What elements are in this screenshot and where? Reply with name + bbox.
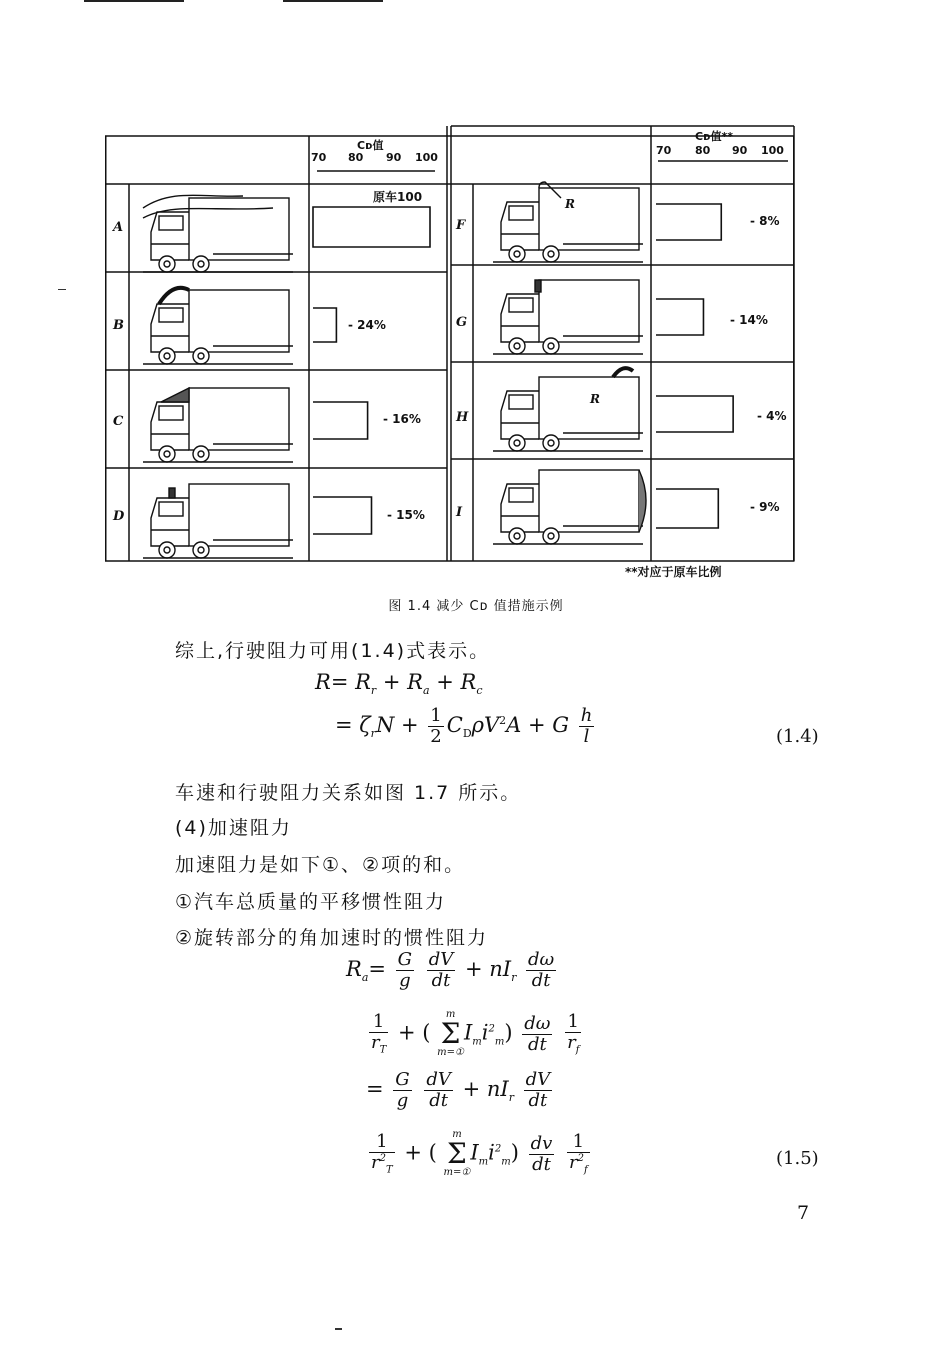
figure-table <box>105 122 795 579</box>
truck-a <box>143 195 293 272</box>
scale-tick-90-left: 90 <box>386 151 402 164</box>
scale-tick-80-right: 80 <box>695 144 711 157</box>
truck-i <box>493 470 646 544</box>
paragraph-2: 车速和行驶阻力关系如图 1.7 所示。 <box>175 782 522 804</box>
truck-g <box>493 280 643 354</box>
radius-label-h: R <box>590 392 600 406</box>
top-rule-right <box>283 0 383 2</box>
cd-bar-left-c <box>313 402 368 439</box>
equation-1-4-line2: = $\zeta_rN$ + $\frac{1}{2}$ $C_D\rho V^2A + G$ $\frac{h}{l}$ <box>335 705 593 747</box>
header-cd-right: Cᴅ值** <box>695 130 734 143</box>
cd-bar-left-d <box>313 497 372 534</box>
cd-bar-right-h <box>656 396 733 432</box>
row-label-b: B <box>113 318 124 333</box>
change-h: - 4% <box>757 409 787 423</box>
paragraph-1: 综上,行驶阻力可用(1.4)式表示。 <box>175 640 491 662</box>
margin-dash <box>58 289 66 290</box>
header-cd-left: Cᴅ值 <box>357 139 384 152</box>
paragraph-4: 加速阻力是如下①、②项的和。 <box>175 854 466 876</box>
radius-label-f: R <box>565 197 575 211</box>
equation-1-4-line1: $R= R_r + R_a + R_c$ <box>315 670 483 698</box>
row-label-h: H <box>456 410 469 425</box>
scale-tick-70-left: 70 <box>311 151 327 164</box>
figure-drawing <box>105 122 795 567</box>
figure-footnote: **对应于原车比例 <box>625 565 722 579</box>
scale-tick-100-right: 100 <box>761 144 784 157</box>
row-label-a: A <box>113 220 124 235</box>
equation-1-5-line3: = $\frac{G}{g}$ $\frac{dV}{dt}$ + $nI_r$ $\frac{dV}{dt}$ <box>366 1069 551 1111</box>
truck-d <box>143 484 293 558</box>
equation-1-5-line1: $R_a=$ $\frac{G}{g}$ $\frac{dV}{dt}$ + $nI_r$ $\frac{d\omega}{dt}$ <box>346 949 555 991</box>
change-b: - 24% <box>348 318 386 332</box>
equation-number-1-5: (1.5) <box>776 1148 819 1169</box>
paragraph-3: (4)加速阻力 <box>175 817 292 839</box>
change-d: - 15% <box>387 508 425 522</box>
cd-bar-left-b <box>313 308 336 342</box>
paragraph-6: ②旋转部分的角加速时的惯性阻力 <box>175 927 489 949</box>
paragraph-5: ①汽车总质量的平移惯性阻力 <box>175 891 447 913</box>
change-f: - 8% <box>750 214 780 228</box>
row-label-c: C <box>113 414 124 429</box>
page-number: 7 <box>797 1202 810 1224</box>
truck-c <box>143 388 293 462</box>
bottom-dash <box>335 1328 342 1330</box>
truck-h <box>493 368 643 451</box>
figure-caption: 图 1.4 减少 Cᴅ 值措施示例 <box>388 599 564 614</box>
equation-1-5-line4: $\frac{1}{r^2_T}$ + ( m Σ $m=①I_mi^2_m$) $\frac{dv}{dt}$ $\frac{1}{r^2_f}$ <box>371 1129 588 1178</box>
row-label-g: G <box>456 315 468 330</box>
cd-bar-right-f <box>656 204 721 240</box>
cd-bar-right-g <box>656 299 703 335</box>
change-c: - 16% <box>383 412 421 426</box>
change-i: - 9% <box>750 500 780 514</box>
equation-1-5-line2: $\frac{1}{r_T}$ + ( m Σ $m=①I_mi^2_m$) $\frac{d\omega}{dt}$ $\frac{1}{r_f}$ <box>371 1009 580 1058</box>
row-label-f: F <box>456 218 466 233</box>
equation-number-1-4: (1.4) <box>776 726 819 747</box>
truck-f <box>493 182 643 262</box>
row-label-d: D <box>113 509 125 524</box>
top-rule-left <box>84 0 184 2</box>
scale-tick-90-right: 90 <box>732 144 748 157</box>
scale-tick-70-right: 70 <box>656 144 672 157</box>
change-g: - 14% <box>730 313 768 327</box>
scale-tick-80-left: 80 <box>348 151 364 164</box>
original-label: 原车100 <box>373 190 423 204</box>
scale-tick-100-left: 100 <box>415 151 438 164</box>
row-label-i: I <box>456 505 463 520</box>
cd-bar-right-i <box>656 489 718 528</box>
cd-bar-left-a <box>313 207 430 247</box>
truck-b <box>143 288 293 364</box>
